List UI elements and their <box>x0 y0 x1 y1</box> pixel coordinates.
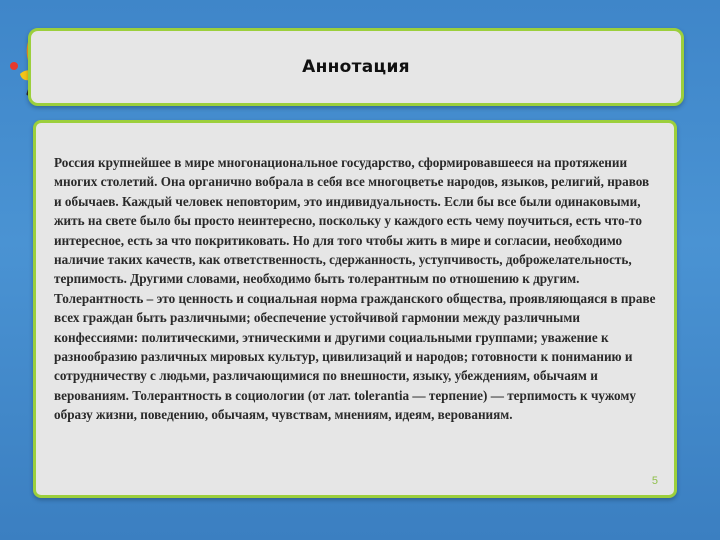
slide-number: 5 <box>651 475 658 487</box>
slide-title: Аннотация <box>302 57 410 77</box>
body-text: Россия крупнейшее в мире многонациональное государство, сформировавшееся на протяжении многих столетий. Она органично вобрала в себя все многоцветье народов, языков, религий, нравов и обычаев. Каждый человек неповторим, это индивидуальность. Если бы все были одинаковыми, жить на свете было бы просто неинтересно, поскольку у каждого есть чему поучиться, есть что-то интересное, есть за что покритиковать. Но для того чтобы жить в мире и согласии, необходимо наличие таких качеств, как ответственность, сдержанность, уступчивость, доброжелательность, терпимость. Другими словами, необходимо быть толерантным по отношению к другим. Толерантность – это ценность и социальная норма гражданского общества, проявляющаяся в праве всех граждан быть различными; обеспечение устойчивой гармонии между различными конфессиями: политическими, этническими и другими социальными группами; уважение к разнообразию различных мировых культур, цивилизаций и народов; готовности к пониманию и сотрудничеству с людьми, различающимися по внешности, языку, убеждениям, обычаям и верованиям. Толерантность в социологии (от лат. tolerantia — терпение) — терпимость к чужому образу жизни, поведению, обычаям, чувствам, мнениям, идеям, верованиям. <box>54 155 656 423</box>
content-box <box>33 120 677 498</box>
title-box <box>28 28 684 106</box>
